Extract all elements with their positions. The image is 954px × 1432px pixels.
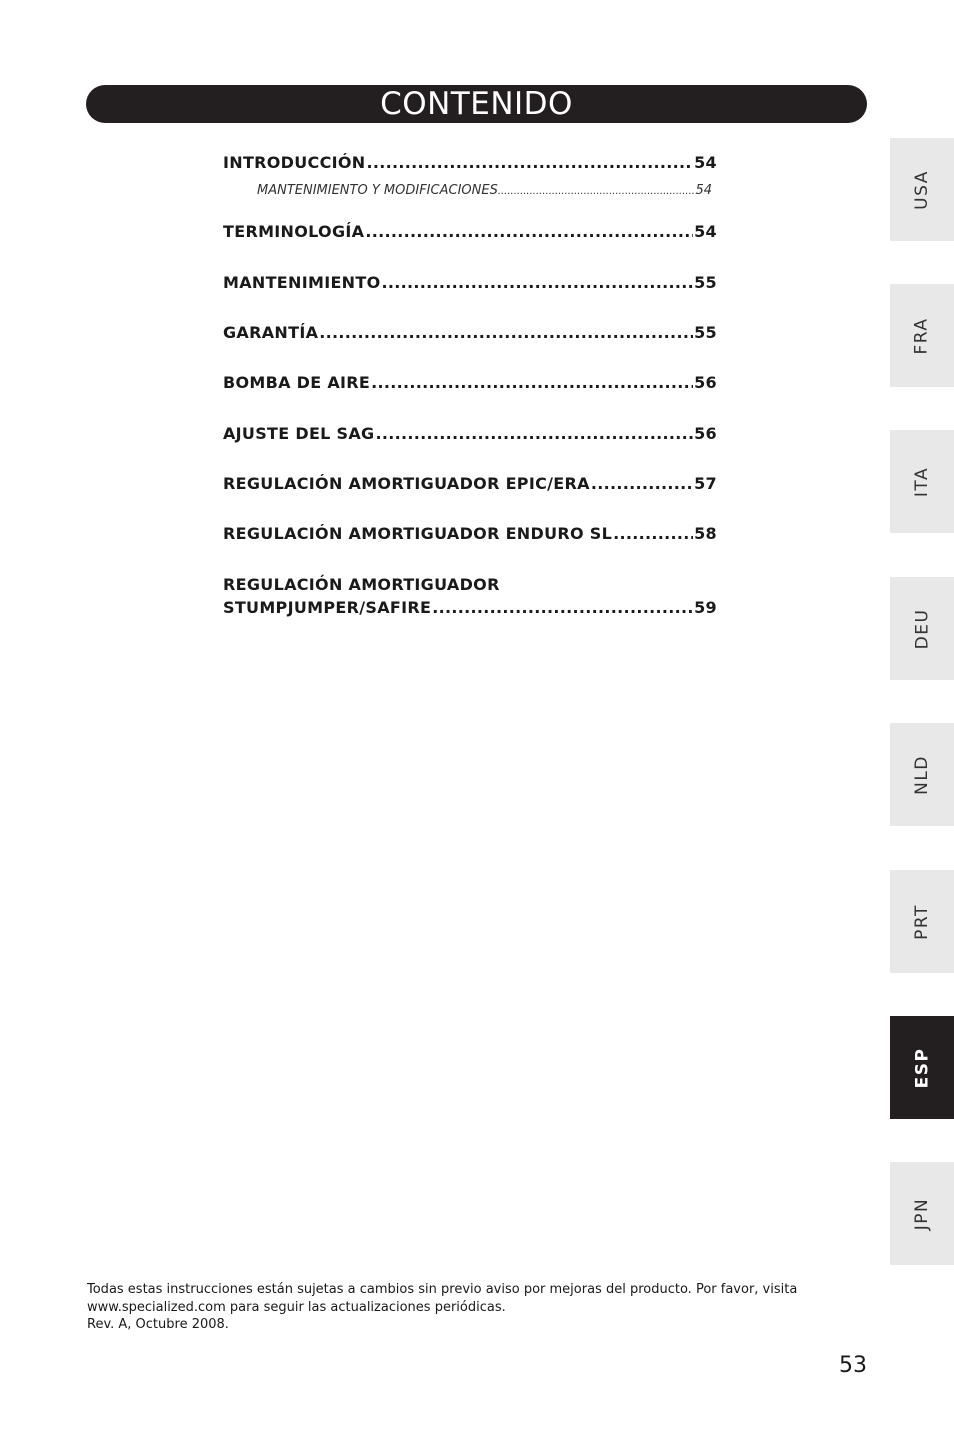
tab-label: NLD [912,754,932,795]
tab-prt[interactable] [890,870,954,973]
toc-entry-label: REGULACIÓN AMORTIGUADOR ENDURO SL [223,524,613,543]
toc-entry-label: STUMPJUMPER/SAFIRE [223,598,432,617]
toc-entry-label: TERMINOLOGÍA [223,222,365,241]
dot-leader [382,273,694,292]
toc-entry-stumpjumper-line1[interactable]: REGULACIÓN AMORTIGUADOR [223,575,500,594]
toc-entry-page: 57 [694,474,717,493]
toc-entry-label: INTRODUCCIÓN [223,153,366,172]
toc-entry-page: 55 [694,273,717,292]
footer-line: Todas estas instrucciones están sujetas a cambios sin previo aviso por mejoras del producto. Por favor, visita [87,1282,798,1297]
tab-fra[interactable] [890,284,954,387]
title-bar [86,85,867,123]
tab-nld[interactable] [890,723,954,826]
toc-entry-page: 55 [694,323,717,342]
tab-label: PRT [912,903,932,940]
toc-entry-garantia[interactable] [223,323,717,342]
tab-label: ITA [912,466,932,497]
dot-leader [498,186,696,197]
page-title: CONTENIDO [380,85,573,122]
toc-entry-label: GARANTÍA [223,323,319,342]
tab-ita[interactable] [890,430,954,533]
toc-entry-page: 56 [694,373,717,392]
toc-entry-label: AJUSTE DEL SAG [223,424,375,443]
tab-label: DEU [912,608,932,649]
tab-usa[interactable] [890,138,954,241]
toc-entry-terminologia[interactable] [223,222,717,241]
tab-label: ESP [911,1047,932,1088]
toc-entry-label: REGULACIÓN AMORTIGUADOR EPIC/ERA [223,474,590,493]
dot-leader [371,373,693,392]
toc-entry-label: MANTENIMIENTO Y MODIFICACIONES [257,183,498,198]
dot-leader [432,598,693,617]
toc-entry-page: 56 [694,424,717,443]
tab-jpn[interactable] [890,1162,954,1265]
toc-entry-page: 58 [694,524,717,543]
tab-label: FRA [912,316,932,355]
toc-subentry-mantenimiento-modificaciones[interactable] [257,183,712,198]
dot-leader [366,153,693,172]
footer-revision: Rev. A, Octubre 2008. [87,1317,229,1332]
dot-leader [375,424,693,443]
toc-entry-page: 54 [694,222,717,241]
page-number: 53 [839,1353,867,1378]
toc-entry-epic-era[interactable] [223,474,717,493]
dot-leader [319,323,693,342]
toc-entry-stumpjumper-safire[interactable] [223,598,717,617]
dot-leader [365,222,693,241]
dot-leader [591,474,693,493]
toc-entry-bomba-de-aire[interactable] [223,373,717,392]
tab-deu[interactable] [890,577,954,680]
toc-entry-page: 54 [694,153,717,172]
tab-esp[interactable] [890,1016,954,1119]
toc-entry-label: MANTENIMIENTO [223,273,381,292]
toc-entry-ajuste-del-sag[interactable] [223,424,717,443]
toc-entry-enduro-sl[interactable] [223,524,717,543]
toc-entry-label: BOMBA DE AIRE [223,373,371,392]
dot-leader [613,524,693,543]
footer-line: www.specialized.com para seguir las actualizaciones periódicas. [87,1299,506,1315]
toc-entry-introduccion[interactable] [223,153,717,172]
tab-label: USA [912,169,932,210]
footer-note [87,1281,877,1334]
toc-entry-page: 59 [694,598,717,617]
tab-label: JPN [911,1197,932,1230]
toc-entry-page: 54 [695,183,712,198]
toc-entry-mantenimiento[interactable] [223,273,717,292]
